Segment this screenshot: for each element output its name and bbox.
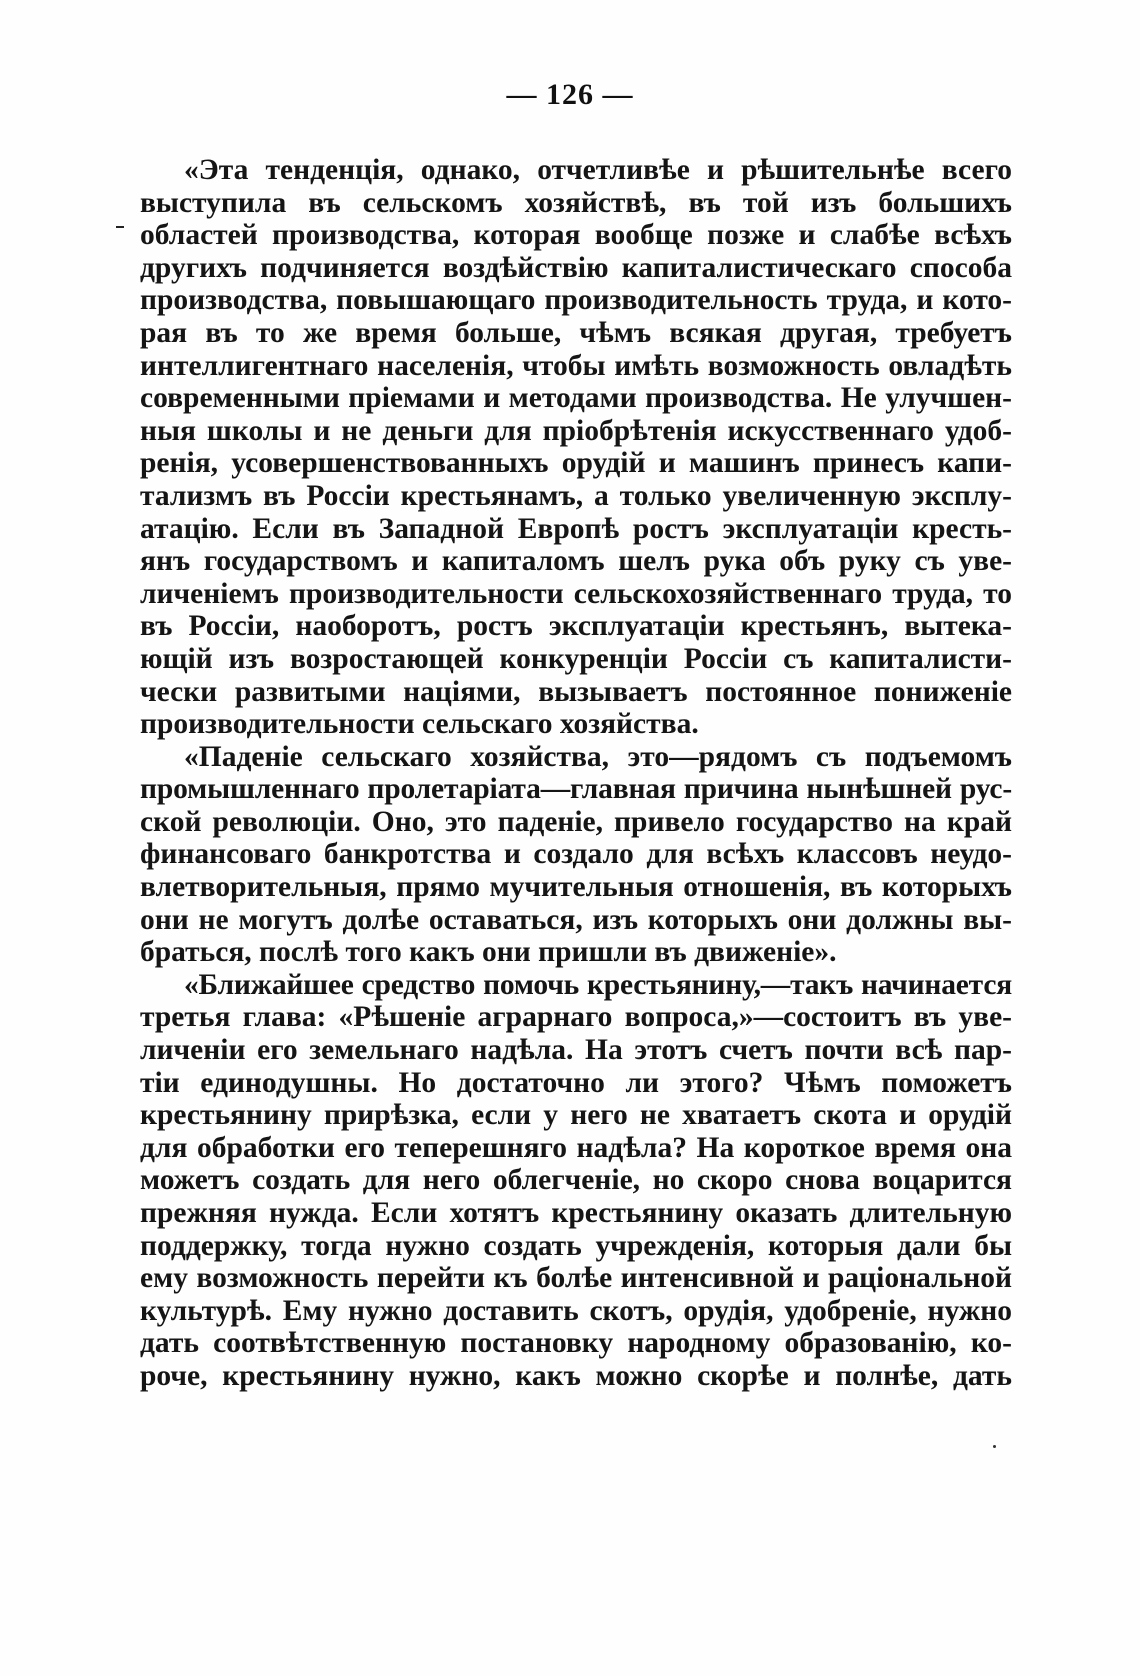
text-line: промышленнаго пролетаріата—главная причина нынѣшней рус- — [140, 773, 1012, 806]
page-number: — 126 — — [506, 78, 634, 111]
text-line: областей производства, которая вообще позже и слабѣе всѣхъ — [140, 219, 1012, 252]
text-line: третья глава: «Рѣшеніе аграрнаго вопроса,»—состоитъ въ уве- — [140, 1001, 1012, 1034]
margin-mark — [116, 226, 124, 228]
text-line: ющій изъ возростающей конкуренціи Россіи съ капиталисти- — [140, 642, 1012, 675]
text-line: браться, послѣ того какъ они пришли въ движеніе». — [140, 936, 837, 969]
text-line: ему возможность перейти къ болѣе интенсивной и раціональной — [140, 1262, 1012, 1295]
text-line: интеллигентнаго населенія, чтобы имѣть возможность овладѣть — [140, 349, 1012, 382]
text-line: личеніи его земельнаго надѣла. На этотъ счетъ почти всѣ пар- — [140, 1034, 1012, 1067]
paragraph-3 — [140, 969, 1012, 1393]
text-line: финансоваго банкротства и создало для всѣхъ классовъ неудо- — [140, 838, 1012, 871]
text-line: тіи единодушны. Но достаточно ли этого? Чѣмъ поможетъ — [140, 1066, 1012, 1099]
text-line: современными пріемами и методами производства. Не улучшен- — [140, 382, 1012, 415]
text-line: роче, крестьянину нужно, какъ можно скорѣе и полнѣе, дать — [140, 1359, 1012, 1392]
text-line: можетъ создать для него облегченіе, но скоро снова воцарится — [140, 1164, 1012, 1197]
text-line: для обработки его теперешняго надѣла? На короткое время она — [140, 1131, 1012, 1164]
text-line: ской революціи. Оно, это паденіе, привело государство на край — [140, 805, 1012, 838]
text-line: другихъ подчиняется воздѣйствію капиталистическаго способа — [140, 251, 1012, 284]
scan-speck — [993, 1445, 996, 1448]
text-line: дать соотвѣтственную постановку народному образованію, ко- — [140, 1327, 1012, 1360]
text-line: производства, повышающаго производительность труда, и кото- — [140, 284, 1012, 317]
text-line: поддержку, тогда нужно создать учрежденія, которыя дали бы — [140, 1229, 1012, 1262]
text-line: «Ближайшее средство помочь крестьянину,—такъ начинается — [184, 968, 1012, 1001]
text-line: чески развитыми націями, вызываетъ постоянное пониженіе — [140, 675, 1012, 708]
text-line: культурѣ. Ему нужно доставить скотъ, орудія, удобреніе, нужно — [140, 1294, 1012, 1327]
text-line: крестьянину прирѣзка, если у него не хватаетъ скота и орудій — [140, 1099, 1012, 1132]
paragraph-2 — [140, 741, 1012, 969]
paragraph-1 — [140, 154, 1012, 741]
text-line: рая въ то же время больше, чѣмъ всякая другая, требуетъ — [140, 316, 1012, 349]
text-line: тализмъ въ Россіи крестьянамъ, а только увеличенную эксплу- — [140, 479, 1012, 512]
text-line: личеніемъ производительности сельскохозяйственнаго труда, то — [140, 577, 1012, 610]
text-line: влетворительныя, прямо мучительныя отношенія, въ которыхъ — [140, 871, 1012, 904]
text-line: «Паденіе сельскаго хозяйства, это—рядомъ съ подъемомъ — [184, 740, 1012, 773]
text-line: атацію. Если въ Западной Европѣ ростъ эксплуатаціи кресть- — [140, 512, 1012, 545]
text-line: въ Россіи, наоборотъ, ростъ эксплуатаціи крестьянъ, вытека- — [140, 610, 1012, 643]
text-line: «Эта тенденція, однако, отчетливѣе и рѣшительнѣе всего — [184, 154, 1012, 186]
text-line: они не могутъ долѣе оставаться, изъ которыхъ они должны вы- — [140, 903, 1012, 936]
text-line: выступила въ сельскомъ хозяйствѣ, въ той изъ большихъ — [140, 186, 1012, 219]
text-line: производительности сельскаго хозяйства. — [140, 708, 699, 741]
text-line: прежняя нужда. Если хотятъ крестьянину оказать длительную — [140, 1197, 1012, 1229]
text-line: ныя школы и не деньги для пріобрѣтенія искусственнаго удоб- — [140, 414, 1012, 447]
text-line: ренія, усовершенствованныхъ орудій и машинъ принесъ капи- — [140, 447, 1012, 480]
text-line: янъ государствомъ и капиталомъ шелъ рука объ руку съ уве- — [140, 545, 1012, 578]
body-text — [140, 154, 1012, 1393]
